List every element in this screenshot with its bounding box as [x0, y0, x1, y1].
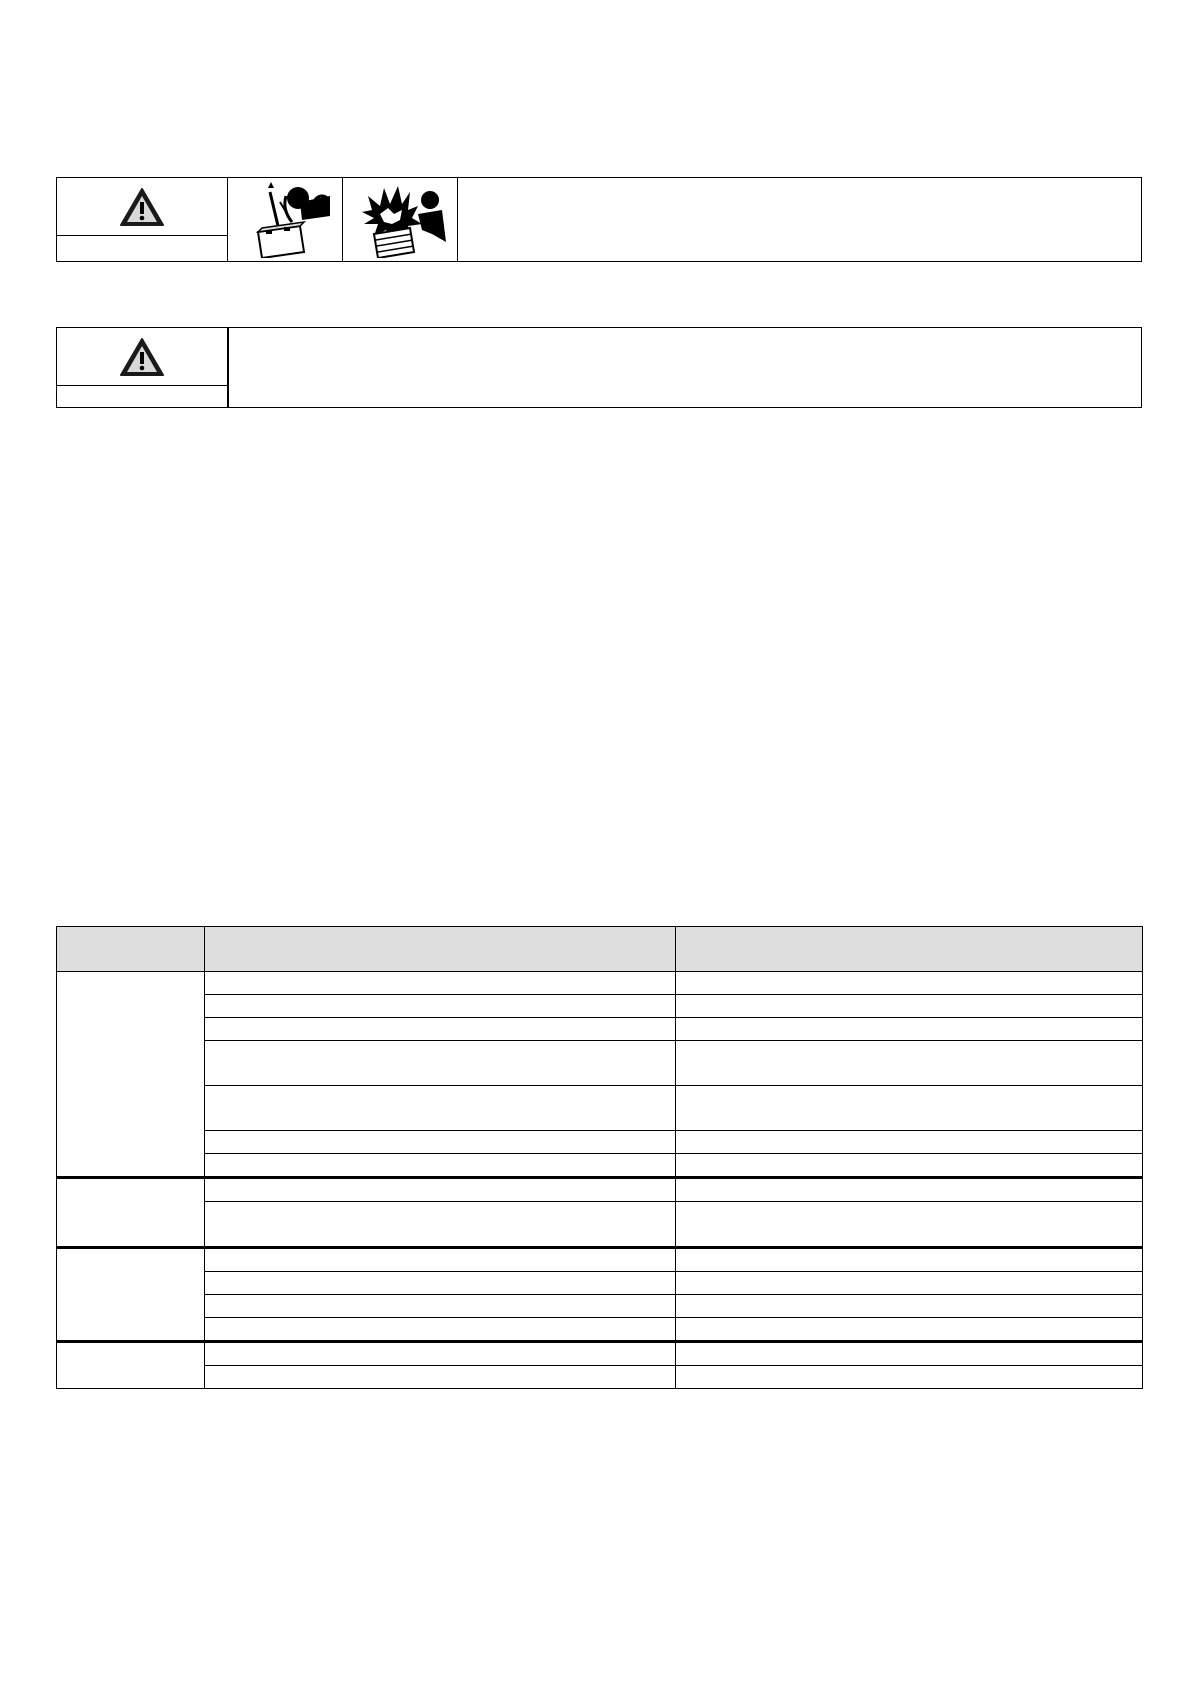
- remedy-cell: [676, 1086, 1143, 1131]
- table-row: [57, 972, 1143, 995]
- table-row: [57, 1178, 1143, 1202]
- battery-acid-pictogram: [228, 178, 343, 261]
- table-row: [57, 1154, 1143, 1178]
- warning-box-battery: [56, 177, 1142, 262]
- cause-cell: [205, 1295, 676, 1318]
- cause-cell: [205, 1318, 676, 1342]
- remedy-cell: [676, 1178, 1143, 1202]
- cause-cell: [205, 1178, 676, 1202]
- problem-cell: [57, 1342, 205, 1389]
- warning-symbol-cell: [57, 328, 228, 407]
- table-row: [57, 1342, 1143, 1366]
- table-row: [57, 1295, 1143, 1318]
- cause-cell: [205, 995, 676, 1018]
- cause-cell: [205, 1041, 676, 1086]
- warning-message: [228, 328, 1141, 407]
- warning-triangle-icon: [57, 328, 227, 385]
- table-header-row: [57, 927, 1143, 972]
- table-row: [57, 1366, 1143, 1389]
- table-row: [57, 1086, 1143, 1131]
- table-body: [57, 972, 1143, 1389]
- battery-explosion-pictogram: [343, 178, 458, 261]
- problem-cell: [57, 972, 205, 1178]
- column-header-cause: [205, 927, 676, 972]
- cause-cell: [205, 1131, 676, 1154]
- remedy-cell: [676, 1041, 1143, 1086]
- remedy-cell: [676, 1018, 1143, 1041]
- cause-cell: [205, 972, 676, 995]
- cause-cell: [205, 1154, 676, 1178]
- warning-symbol-cell: [57, 178, 228, 261]
- table-row: [57, 1018, 1143, 1041]
- problem-cell: [57, 1178, 205, 1248]
- cause-cell: [205, 1202, 676, 1248]
- table-row: [57, 1202, 1143, 1248]
- table-row: [57, 1041, 1143, 1086]
- remedy-cell: [676, 1131, 1143, 1154]
- warning-triangle-icon: [57, 178, 227, 235]
- warning-signal-word: [57, 235, 227, 261]
- remedy-cell: [676, 1295, 1143, 1318]
- cause-cell: [205, 1018, 676, 1041]
- remedy-cell: [676, 995, 1143, 1018]
- warning-message: [458, 178, 1141, 261]
- remedy-cell: [676, 1318, 1143, 1342]
- warning-box-general: [56, 327, 1142, 408]
- warning-signal-word: [57, 385, 227, 407]
- remedy-cell: [676, 1248, 1143, 1272]
- cause-cell: [205, 1342, 676, 1366]
- cause-cell: [205, 1272, 676, 1295]
- table-row: [57, 1318, 1143, 1342]
- remedy-cell: [676, 1366, 1143, 1389]
- remedy-cell: [676, 1342, 1143, 1366]
- column-header-remedy: [676, 927, 1143, 972]
- table-row: [57, 1248, 1143, 1272]
- remedy-cell: [676, 1154, 1143, 1178]
- column-header-problem: [57, 927, 205, 972]
- cause-cell: [205, 1248, 676, 1272]
- remedy-cell: [676, 1272, 1143, 1295]
- problem-cell: [57, 1248, 205, 1342]
- table-row: [57, 1131, 1143, 1154]
- remedy-cell: [676, 1202, 1143, 1248]
- cause-cell: [205, 1086, 676, 1131]
- table-row: [57, 1272, 1143, 1295]
- troubleshooting-table: [56, 926, 1143, 1389]
- cause-cell: [205, 1366, 676, 1389]
- remedy-cell: [676, 972, 1143, 995]
- table-row: [57, 995, 1143, 1018]
